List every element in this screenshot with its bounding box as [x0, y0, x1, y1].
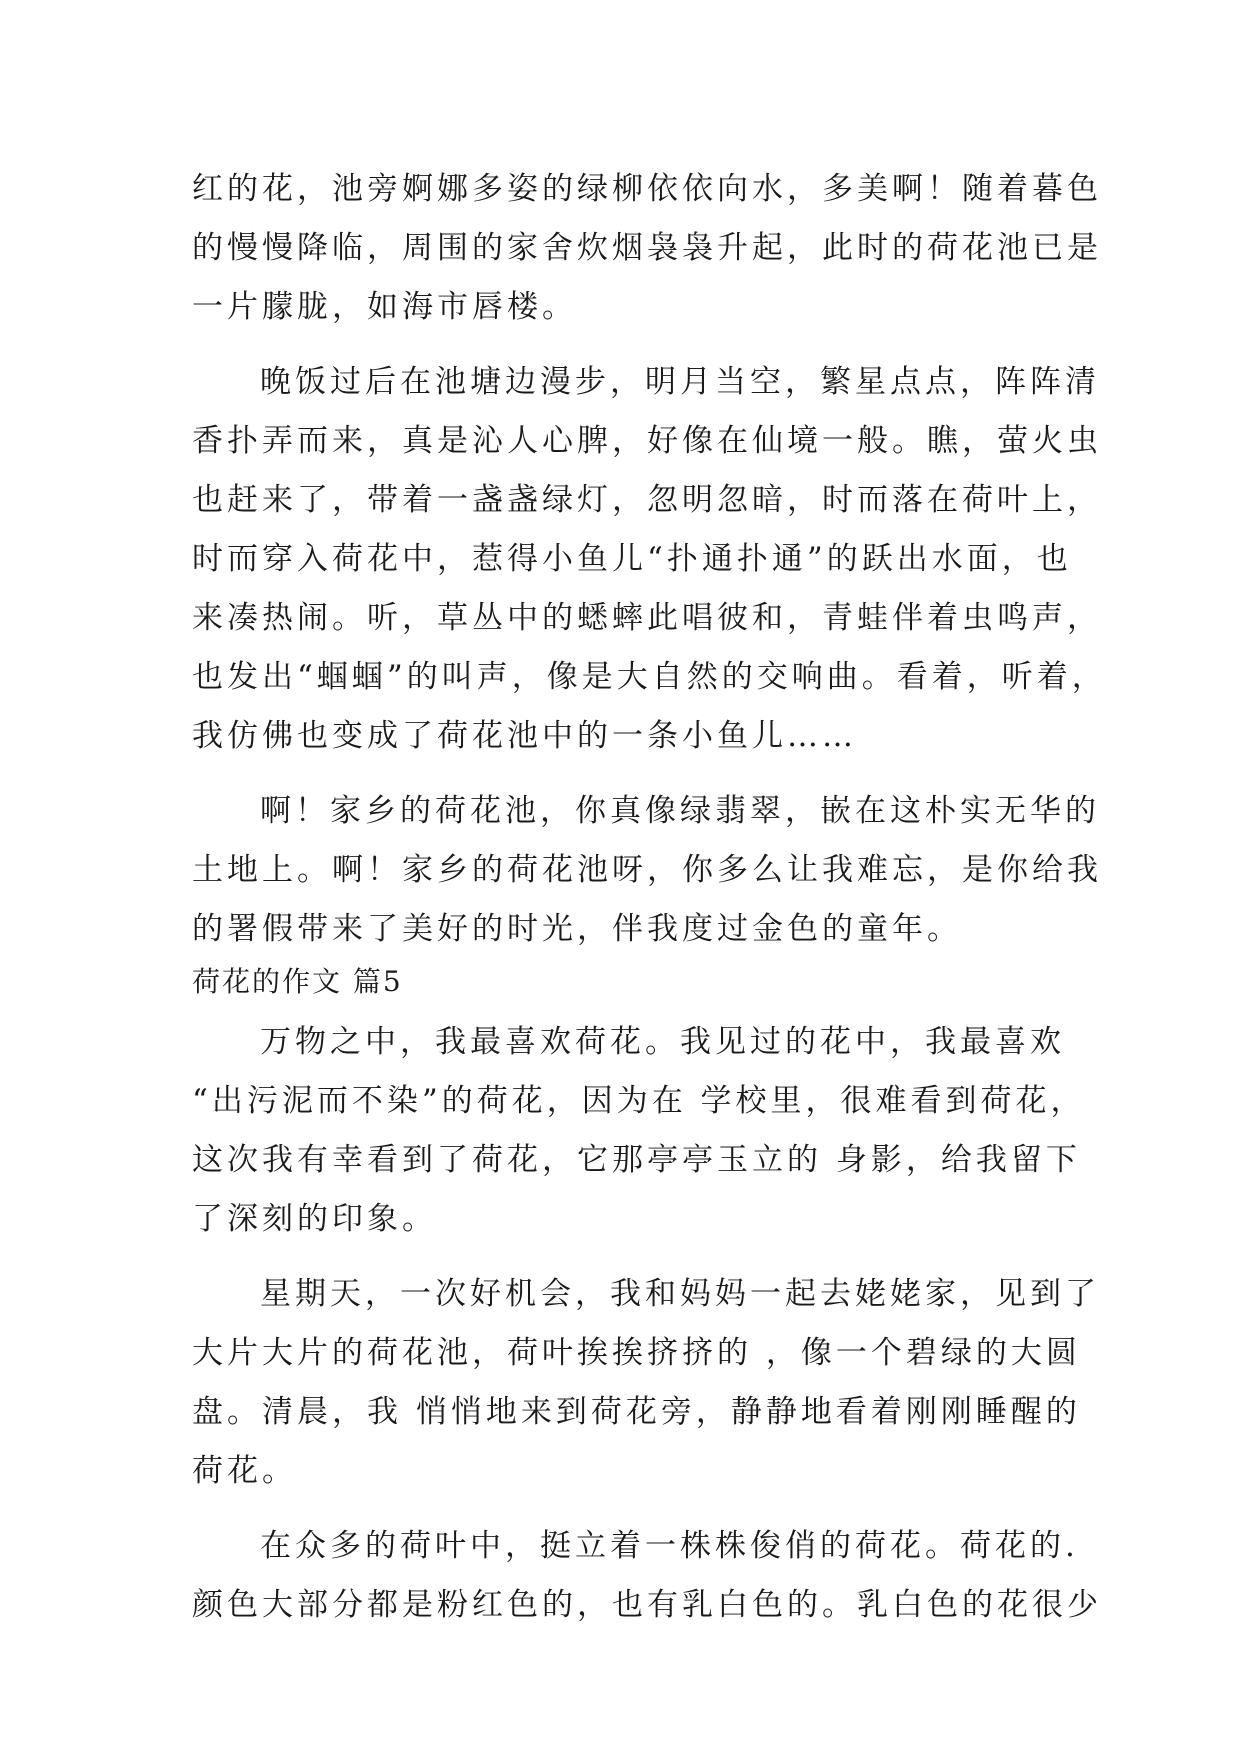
document-body — [192, 160, 1107, 1635]
paragraph — [192, 160, 1102, 337]
text-line: 颜色大部分都是粉红色的，也有乳白色的。乳白色的花很少 — [192, 1587, 1102, 1623]
text-line: 一片朦胧，如海市唇楼。 — [192, 289, 577, 325]
paragraph — [192, 1517, 1102, 1635]
text-line: 红的花，池旁婀娜多姿的绿柳依依向水，多美啊！随着暮色 — [192, 171, 1102, 207]
text-line: 万物之中，我最喜欢荷花。我见过的花中，我最喜欢 — [260, 1024, 1065, 1060]
section-heading: 荷花的作文 篇5 — [192, 965, 403, 998]
text-line: 也发出“蝈蝈”的叫声，像是大自然的交响曲。看着，听着， — [192, 659, 1107, 695]
text-line: 香扑弄而来，真是沁人心脾，好像在仙境一般。瞧，萤火虫 — [192, 423, 1102, 459]
text-line: 了深刻的印象。 — [192, 1201, 437, 1237]
text-line: 也赶来了，带着一盏盏绿灯，忽明忽暗，时而落在荷叶上， — [192, 482, 1102, 518]
text-line: 这次我有幸看到了荷花，它那亭亭玉立的 身影，给我留下 — [192, 1142, 1081, 1178]
text-line: 的慢慢降临，周围的家舍炊烟袅袅升起，此时的荷花池已是 — [192, 230, 1102, 266]
text-line: 大片大片的荷花池，荷叶挨挨挤挤的 ，像一个碧绿的大圆 — [192, 1335, 1081, 1371]
text-line: 在众多的荷叶中，挺立着一株株俊俏的荷花。荷花的. — [260, 1528, 1079, 1564]
text-line: 来凑热闹。听，草丛中的蟋蟀此唱彼和，青蛙伴着虫鸣声， — [192, 600, 1102, 636]
text-line: 荷花。 — [192, 1453, 297, 1489]
paragraph — [192, 1265, 1100, 1501]
text-line: 啊！家乡的荷花池，你真像绿翡翠，嵌在这朴实无华的 — [260, 793, 1100, 829]
paragraph — [192, 353, 1107, 766]
text-line: 晚饭过后在池塘边漫步，明月当空，繁星点点，阵阵清 — [260, 364, 1100, 400]
paragraph — [192, 782, 1102, 959]
text-line: 的署假带来了美好的时光，伴我度过金色的童年。 — [192, 911, 962, 947]
text-line: 盘。清晨，我 悄悄地来到荷花旁，静静地看着刚刚睡醒的 — [192, 1394, 1081, 1430]
text-line: 星期天，一次好机会，我和妈妈一起去姥姥家，见到了 — [260, 1276, 1100, 1312]
text-line: 时而穿入荷花中，惹得小鱼儿“扑通扑通”的跃出水面，也 — [192, 541, 1072, 577]
paragraph — [192, 1013, 1086, 1249]
text-line: “出污泥而不染”的荷花，因为在 学校里，很难看到荷花， — [192, 1083, 1086, 1119]
text-line: 土地上。啊！家乡的荷花池呀，你多么让我难忘，是你给我 — [192, 852, 1102, 888]
text-line: 我仿佛也变成了荷花池中的一条小鱼儿…… — [192, 718, 857, 754]
